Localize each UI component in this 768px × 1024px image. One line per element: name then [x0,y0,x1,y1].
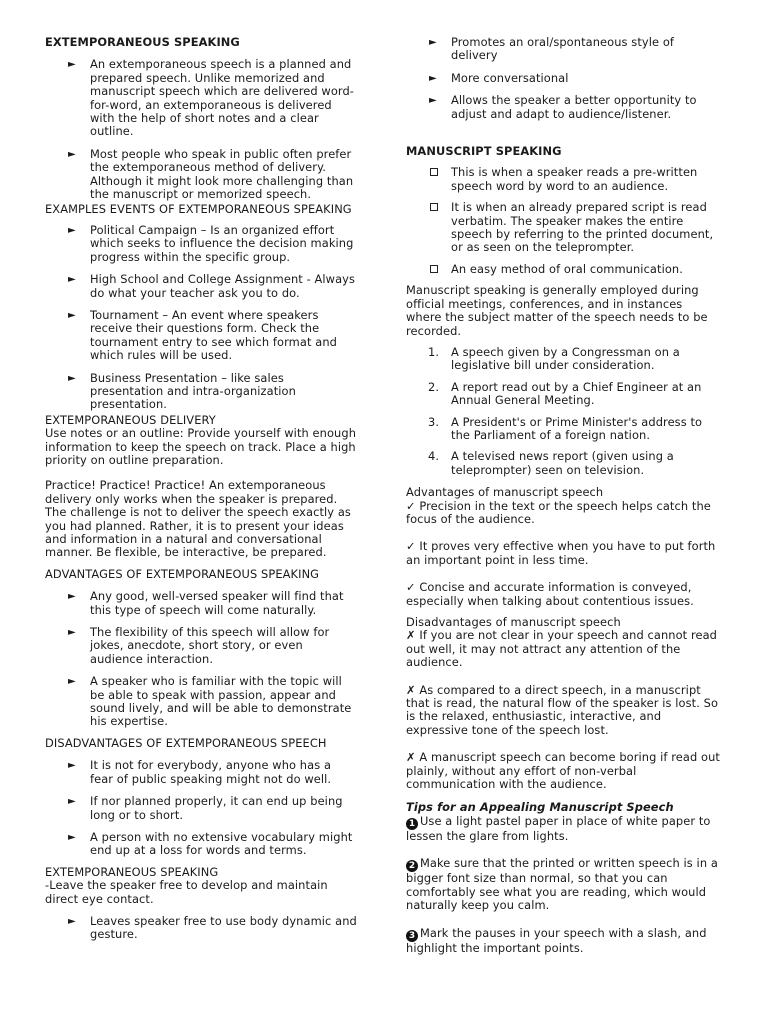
examples-bullet-list [45,224,357,412]
triangle-bullet-icon: ► [68,372,76,384]
triangle-bullet-icon: ► [68,148,76,160]
heading-disadvantages-extemporaneous: DISADVANTAGES OF EXTEMPORANEOUS SPEECH [45,735,327,750]
triangle-bullet-icon: ► [68,627,76,639]
intro-bullet-list [45,58,357,201]
heading-examples-events: EXAMPLES EVENTS OF EXTEMPORANEOUS SPEAKING [45,202,352,217]
triangle-bullet-icon: ► [68,59,76,71]
triangle-bullet-icon: ► [429,95,437,107]
list-item: ► If nor planned properly, it can end up being long or to short. [68,794,343,822]
number-two-circle-icon: 2 [406,860,418,872]
manuscript-usage-paragraph: Manuscript speaking is generally employed during official meetings, conferences, and in instances where the subject matter of the speech needs to be recorded. [406,283,708,338]
list-item: 3. A President's or Prime Minister's address to the Parliament of a foreign nation. [428,414,703,442]
list-item: An easy method of oral communication. [406,263,720,276]
triangle-bullet-icon: ► [68,309,76,321]
list-item: It is when an already prepared script is read verbatim. The speaker makes the entire speech by referring to the printed document, or as seen on the teleprompter. [406,201,720,255]
list-item: ► The flexibility of this speech will allow for jokes, anecdote, short story, or even audience interaction. [68,625,330,666]
advantages-bullet-list [45,590,357,729]
triangle-bullet-icon: ► [429,37,437,48]
disadvantage-unclear: ✗ If you are not clear in your speech and cannot read out well, it may not attract any attention of the audience. [406,628,717,670]
advantage-concise: ✓ Concise and accurate information is conveyed, especially when talking about contentious issues. [406,580,694,608]
triangle-bullet-icon: ► [429,72,437,84]
list-item: ► Promotes an oral/spontaneous style of delivery [429,35,675,63]
list-item: 4. A televised news report (given using a teleprompter) seen on television. [428,449,674,477]
eye-contact-paragraph: -Leave the speaker free to develop and maintain direct eye contact. [45,878,328,906]
triangle-bullet-icon: ► [68,676,76,688]
left-column [45,36,357,942]
disadvantage-natural-flow: ✗ As compared to a direct speech, in a manuscript that is read, the natural flow of the speaker is lost. So is the relaxed, enthusiastic, interactive, and expressive tone of the speech lost. [406,682,719,737]
list-item: This is when a speaker reads a pre-written speech word by word to an audience. [406,166,720,193]
checkbox-bullet-icon [430,203,438,211]
top-bullet-list [406,36,720,121]
heading-extemporaneous-delivery: EXTEMPORANEOUS DELIVERY [45,412,216,427]
list-item: ► Allows the speaker a better opportunity to adjust and adapt to audience/listener. [429,93,697,121]
triangle-bullet-icon: ► [68,224,76,236]
tip-item: 1 Use a light pastel paper in place of white paper to lessen the glare from lights. [406,813,711,843]
tip-item: 3 Mark the pauses in your speech with a slash, and highlight the important points. [406,925,707,955]
heading-tips-manuscript: Tips for an Appealing Manuscript Speech [406,800,674,815]
list-item: ► High School and College Assignment - Always do what your teacher ask you to do. [68,272,356,300]
triangle-bullet-icon: ► [68,274,76,286]
advantage-precision: ✓ Precision in the text or the speech helps catch the focus of the audience. [406,498,711,526]
manuscript-box-list [406,166,720,276]
delivery-paragraph-practice: Practice! Practice! Practice! An extemporaneous delivery only works when the speaker is prepared. The challenge is not to deliver the speech exactly as you had planned. Rather, it is to present your ideas and information in a natural and conversational manner. Be flexible, be interactive, be prepared. [45,478,351,560]
number-three-circle-icon: 3 [406,930,418,942]
advantage-effective: ✓ It proves very effective when you have to put forth an important point in less time. [406,539,716,567]
list-item: ► A person with no extensive vocabulary might end up at a loss for words and terms. [68,829,353,858]
manuscript-examples-list [406,346,720,477]
list-item: ► Most people who speak in public often prefer the extemporaneous method of delivery. Although it might look more challenging than the manuscript or memorized speech. [68,146,354,202]
disadvantage-boring: ✗ A manuscript speech can become boring if read out plainly, without any effort of non-verbal communication with the audience. [406,750,720,792]
triangle-bullet-icon: ► [68,591,76,603]
checkbox-bullet-icon [430,265,438,273]
checkbox-bullet-icon [430,168,438,176]
number-one-circle-icon: 1 [406,818,418,830]
heading-manuscript-speaking: MANUSCRIPT SPEAKING [406,144,562,159]
heading-disadvantages-manuscript: Disadvantages of manuscript speech [406,615,621,629]
tip-item: 2 Make sure that the printed or written speech is in a bigger font size than normal, so that you can comfortably see what you are reading, which would naturally keep you calm. [406,856,718,913]
list-item: ► Business Presentation – like sales presentation and intra-organization presentation. [68,370,296,412]
list-item: ► Leaves speaker free to use body dynamic and gesture. [68,913,357,942]
list-item: ► It is not for everybody, anyone who has a fear of public speaking might not do well. [68,758,332,786]
right-column [406,36,720,955]
heading-advantages-extemporaneous: ADVANTAGES OF EXTEMPORANEOUS SPEAKING [45,566,320,581]
delivery-paragraph-notes: Use notes or an outline: Provide yourself with enough information to keep the speech on track. Place a high priority on outline preparation. [45,426,357,467]
triangle-bullet-icon: ► [68,760,76,772]
list-item: ► An extemporaneous speech is a planned and prepared speech. Unlike memorized and manuscript speech which are delivered word-for-word, an extemporaneous is delivered with the help of short notes and a clear outline. [68,57,355,139]
list-item: 1. A speech given by a Congressman on a legislative bill under consideration. [428,344,680,373]
list-item: ► More conversational [429,70,569,85]
list-item: ► A speaker who is familiar with the topic will be able to speak with passion, appear and sound lively, and will be able to demonstrate his expertise. [68,674,352,729]
heading-extemporaneous-speaking-2: EXTEMPORANEOUS SPEAKING [45,864,219,879]
list-item: ► Political Campaign – Is an organized effort which seeks to influence the decision making progress within the specific group. [68,222,354,264]
list-item: ► Tournament – An event where speakers receive their questions form. Check the tournament entry to see which format and which rules will be used. [68,307,337,363]
triangle-bullet-icon: ► [68,915,76,927]
heading-advantages-manuscript: Advantages of manuscript speech [406,485,604,500]
triangle-bullet-icon: ► [68,831,76,843]
final-bullet-list [45,915,357,942]
disadvantages-bullet-list [45,759,357,857]
heading-extemporaneous-speaking: EXTEMPORANEOUS SPEAKING [45,35,240,49]
triangle-bullet-icon: ► [68,796,76,808]
list-item: ► Any good, well-versed speaker will find that this type of speech will come naturally. [68,589,344,617]
list-item: 2. A report read out by a Chief Engineer at an Annual General Meeting. [428,379,702,408]
